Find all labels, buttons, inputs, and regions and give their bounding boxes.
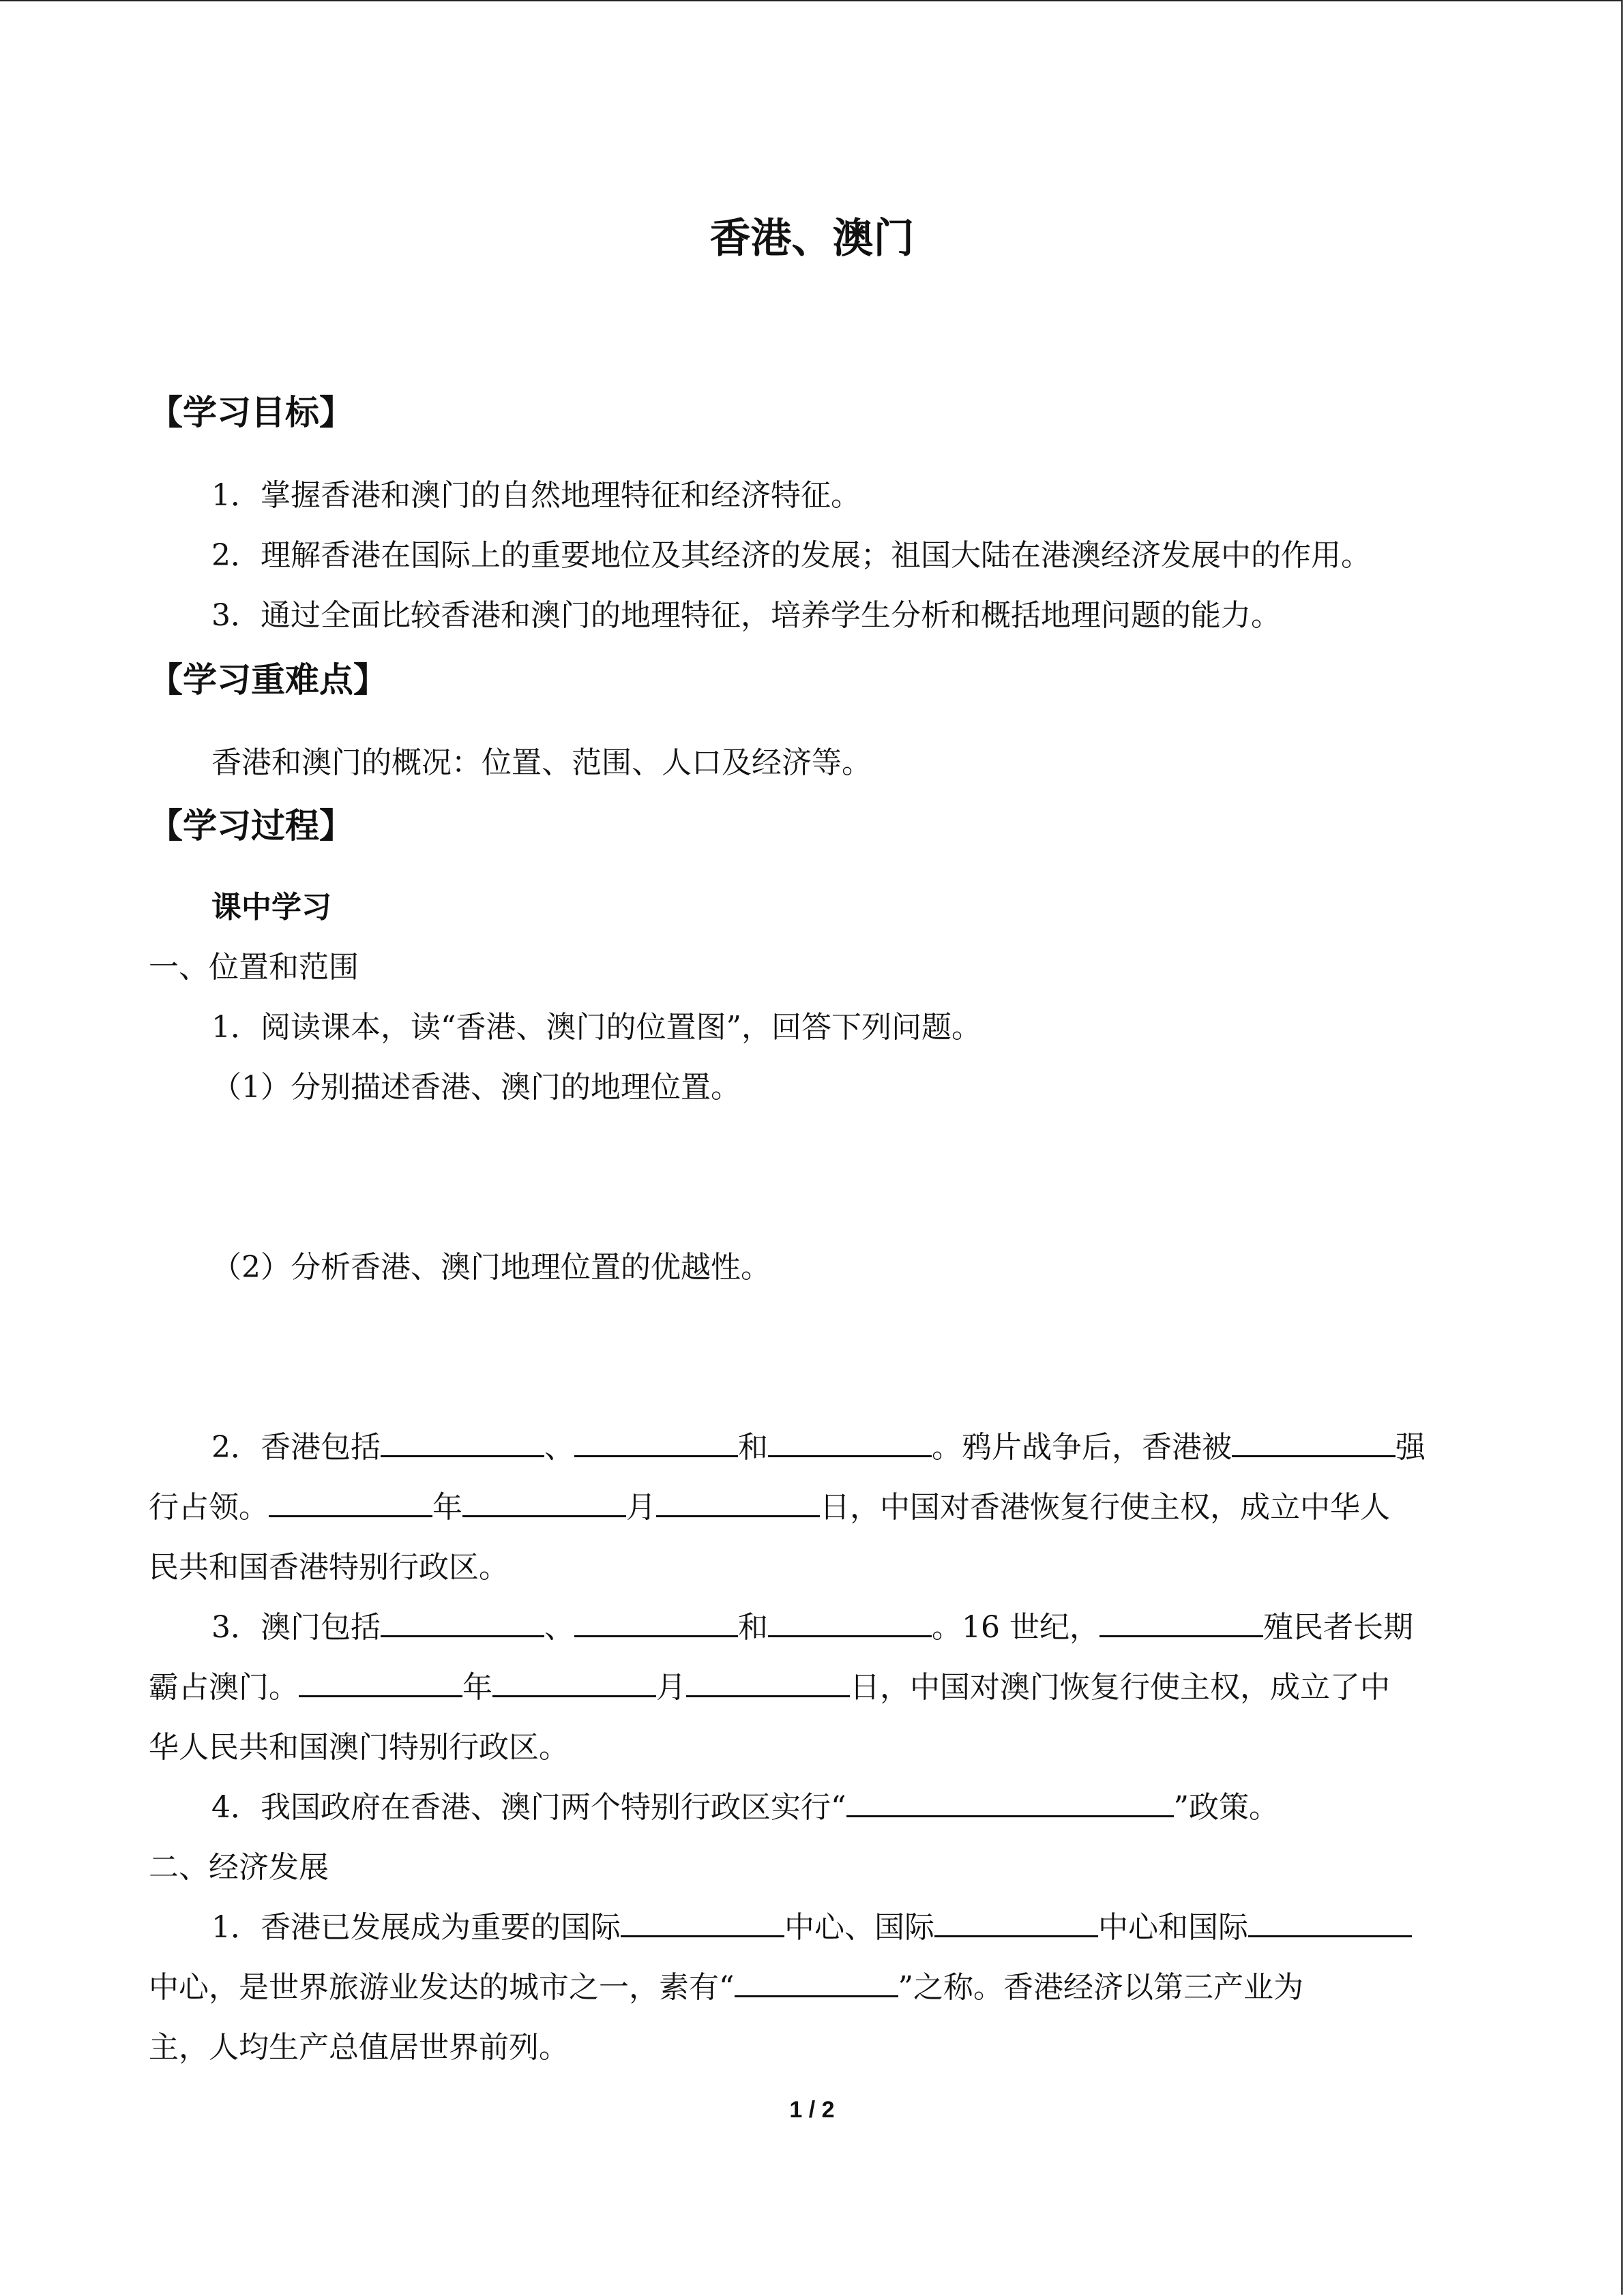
q3-blank-day[interactable] [686,1668,850,1697]
part1-q2-line2 [149,1484,1390,1532]
p2q1-blank-1[interactable] [621,1908,784,1937]
part2-heading: 二、经济发展 [149,1850,329,1885]
q3-blank-4[interactable] [1099,1608,1263,1637]
p2q1-text-e: ”之称。香港经济以第三产业为 [898,1970,1303,2005]
q2-and: 和 [738,1430,768,1465]
q4-blank[interactable] [846,1788,1174,1817]
q2-blank-3[interactable] [768,1428,932,1457]
q3-text-a: 3．澳门包括 [211,1610,381,1645]
p2q1-text-d: 中心，是世界旅游业发达的城市之一，素有“ [149,1970,735,2005]
q2-blank-month[interactable] [462,1488,626,1517]
q3-blank-1[interactable] [381,1608,544,1637]
section-heading-process: 【学习过程】 [149,806,353,846]
q2-sep: 、 [544,1430,574,1465]
part1-q3-line2 [149,1664,1390,1712]
q2-month: 月 [626,1490,656,1525]
q3-blank-2[interactable] [574,1608,738,1637]
q2-blank-1[interactable] [381,1428,544,1457]
q3-text-d: 霸占澳门。 [149,1670,299,1705]
q3-and: 和 [738,1610,768,1645]
q4-text-b: ”政策。 [1173,1790,1279,1825]
part1-q1b: （2）分析香港、澳门地理位置的优越性。 [211,1250,771,1285]
q3-blank-year[interactable] [299,1668,462,1697]
part2-q1-line2 [149,1964,1303,2012]
p2q1-text-b: 中心、国际 [784,1910,934,1945]
q2-text-c: 强 [1396,1430,1426,1465]
q2-text-d: 行占领。 [149,1490,269,1525]
part1-q1a: （1）分别描述香港、澳门的地理位置。 [211,1070,741,1105]
part1-q1: 1．阅读课本，读“香港、澳门的位置图”，回答下列问题。 [211,1010,981,1045]
goal-item-2: 2．理解香港在国际上的重要地位及其经济的发展；祖国大陆在港澳经济发展中的作用。 [211,538,1371,573]
q2-blank-day[interactable] [656,1488,820,1517]
p2q1-text-c: 中心和国际 [1098,1910,1248,1945]
q2-blank-2[interactable] [574,1428,738,1457]
q3-year: 年 [462,1670,492,1705]
part2-q1-line1 [211,1904,1412,1952]
q3-text-e: 日，中国对澳门恢复行使主权，成立了中 [850,1670,1390,1705]
part1-q3-line1 [211,1604,1413,1652]
q2-text-b: 。鸦片战争后，香港被 [932,1430,1232,1465]
part1-q3-line3: 华人民共和国澳门特别行政区。 [149,1730,569,1765]
key-points-text: 香港和澳门的概况：位置、范围、人口及经济等。 [211,745,872,780]
q3-sep: 、 [544,1610,574,1645]
part1-q4 [211,1784,1279,1832]
q2-blank-year[interactable] [269,1488,432,1517]
part1-heading: 一、位置和范围 [149,950,359,985]
section-heading-key-points: 【学习重难点】 [149,660,387,700]
q3-blank-month[interactable] [492,1668,656,1697]
p2q1-blank-3[interactable] [1248,1908,1412,1937]
q3-blank-3[interactable] [768,1608,932,1637]
q2-year: 年 [432,1490,462,1525]
part1-q2-line1 [211,1424,1426,1472]
page-title: 香港、澳门 [709,215,915,263]
q2-text-e: 日，中国对香港恢复行使主权，成立中华人 [820,1490,1390,1525]
section-heading-goals: 【学习目标】 [149,393,353,432]
p2q1-blank-2[interactable] [934,1908,1098,1937]
q4-text-a: 4．我国政府在香港、澳门两个特别行政区实行“ [211,1790,846,1825]
part1-q2-line3: 民共和国香港特别行政区。 [149,1550,509,1585]
q3-text-b: 。16 世纪， [932,1610,1099,1645]
p2q1-blank-4[interactable] [735,1968,898,1997]
part2-q1-line3: 主，人均生产总值居世界前列。 [149,2030,569,2065]
q2-blank-4[interactable] [1232,1428,1396,1457]
goal-item-3: 3．通过全面比较香港和澳门的地理特征，培养学生分析和概括地理问题的能力。 [211,598,1281,633]
subheading-in-class: 课中学习 [211,890,331,925]
q3-month: 月 [656,1670,686,1705]
q2-text-a: 2．香港包括 [211,1430,381,1465]
q3-text-c: 殖民者长期 [1263,1610,1413,1645]
p2q1-text-a: 1．香港已发展成为重要的国际 [211,1910,621,1945]
goal-item-1: 1．掌握香港和澳门的自然地理特征和经济特征。 [211,478,861,513]
page-number: 1 / 2 [789,2097,835,2123]
